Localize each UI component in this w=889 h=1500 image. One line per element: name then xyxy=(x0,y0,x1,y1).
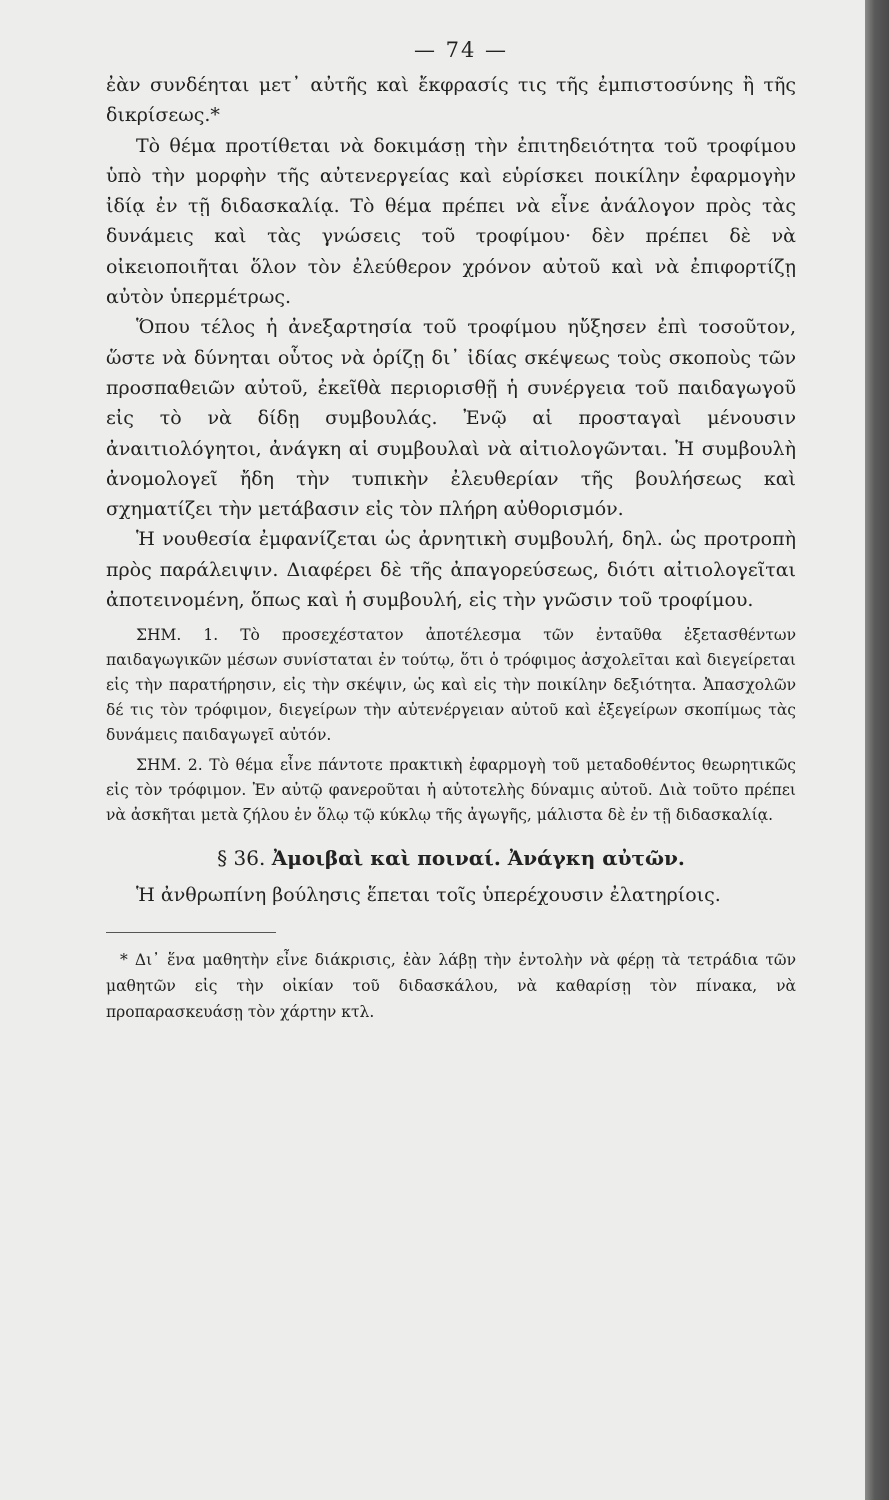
paragraph-continued: ἐὰν συνδέηται μετ᾿ αὐτῆς καὶ ἔκφρασίς τις τῆς ἐμπιστοσύνης ἢ τῆς δικρίσεως.* xyxy=(106,74,796,127)
paragraph-admonition: Ἡ νουθεσία ἐμφανίζεται ὡς ἀρνητικὴ συμβουλή, δηλ. ὡς προτροπὴ πρὸς παράλειψιν. Διαφέρει δὲ τῆς ἀπαγορεύσεως, διότι αἰτιολογεῖται ἀποτεινομένη, ὅπως καὶ ἡ συμβουλή, εἰς τὴν γνῶσιν τοῦ τροφίμου. xyxy=(106,528,796,612)
section-number: § 36. xyxy=(217,845,266,870)
page-content xyxy=(106,30,796,1025)
paragraph-advice: Ὅπου τέλος ἡ ἀνεξαρτησία τοῦ τροφίμου ηὔξησεν ἐπὶ τοσοῦτον, ὥστε νὰ δύνηται οὗτος νὰ ὁρίζῃ δι᾿ ἰδίας σκέψεως τοὺς σκοποὺς τῶν προσπαθειῶν αὐτοῦ, ἐκεῖθὰ περιορισθῇ ἡ συνέργεια τοῦ παιδαγωγοῦ εἰς τὸ νὰ δίδῃ συμβουλάς. Ἐνῷ αἱ προσταγαὶ μένουσιν ἀναιτιολόγητοι, ἀνάγκη αἱ συμβουλαὶ νὰ αἰτιολογῶνται. Ἡ συμβουλὴ ἀνομολογεῖ ἤδη τὴν τυπικὴν ἐλευθερίαν τῆς βουλήσεως καὶ σχηματίζει τὴν μετάβασιν εἰς τὸν πλήρη αὐθορισμόν. xyxy=(106,316,796,521)
footnote-rule xyxy=(106,932,276,933)
page-edge-shadow xyxy=(865,0,889,1500)
note-2: ΣΗΜ. 2. Τὸ θέμα εἶνε πάντοτε πρακτικὴ ἐφαρμογὴ τοῦ μεταδοθέντος θεωρητικῶς εἰς τὸν τρόφιμον. Ἐν αὐτῷ φανεροῦται ἡ αὐτοτελὴς δύναμις αὐτοῦ. Διὰ τοῦτο πρέπει νὰ ἀσκῆται μετὰ ζήλου ἐν ὅλῳ τῷ κύκλῳ τῆς ἀγωγῆς, μάλιστα δὲ ἐν τῇ διδασκαλίᾳ. xyxy=(106,756,796,824)
page-number: — 74 — xyxy=(413,38,509,62)
section-title: Ἀμοιβαὶ καὶ ποιναί. Ἀνάγκη αὐτῶν. xyxy=(271,845,685,870)
note-1: ΣΗΜ. 1. Τὸ προσεχέστατον ἀποτέλεσμα τῶν ἐνταῦθα ἐξετασθέντων παιδαγωγικῶν μέσων συνίσταται ἐν τούτῳ, ὅτι ὁ τρόφιμος ἀσχολεῖται καὶ διεγείρεται εἰς τὴν παρατήρησιν, εἰς τὴν σκέψιν, ὡς καὶ εἰς τὴν ποικίλην δεξιότητα. Ἀπασχολῶν δέ τις τὸν τρόφιμον, διεγείρων τὴν αὐτενέργειαν αὐτοῦ καὶ ἐξεγείρων σκοπίμως τὰς δυνάμεις παιδαγωγεῖ αὐτόν. xyxy=(106,626,796,744)
section-paragraph: Ἡ ἀνθρωπίνη βούλησις ἕπεται τοῖς ὑπερέχουσιν ἐλατηρίοις. xyxy=(136,883,721,906)
footnote: * Δι᾿ ἕνα μαθητὴν εἶνε διάκρισις, ἐὰν λάβῃ τὴν ἐντολὴν νὰ φέρῃ τὰ τετράδια τῶν μαθητῶν εἰς τὴν οἰκίαν τοῦ διδασκάλου, νὰ καθαρίσῃ τὸν πίνακα, νὰ προπαρασκευάσῃ τὸν χάρτην κτλ. xyxy=(106,951,796,1022)
paragraph-theme: Τὸ θέμα προτίθεται νὰ δοκιμάσῃ τὴν ἐπιτηδειότητα τοῦ τροφίμου ὑπὸ τὴν μορφὴν τῆς αὐτενεργείας καὶ εὑρίσκει ποικίλην ἐφαρμογὴν ἰδίᾳ ἐν τῇ διδασκαλίᾳ. Τὸ θέμα πρέπει νὰ εἶνε ἀνάλογον πρὸς τὰς δυνάμεις καὶ τὰς γνώσεις τοῦ τροφίμου· δὲν πρέπει δὲ νὰ οἰκειοποιῆται ὅλον τὸν ἐλεύθερον χρόνον αὐτοῦ καὶ νὰ ἐπιφορτίζῃ αὐτὸν ὑπερμέτρως. xyxy=(106,134,796,309)
section-heading xyxy=(106,836,796,880)
